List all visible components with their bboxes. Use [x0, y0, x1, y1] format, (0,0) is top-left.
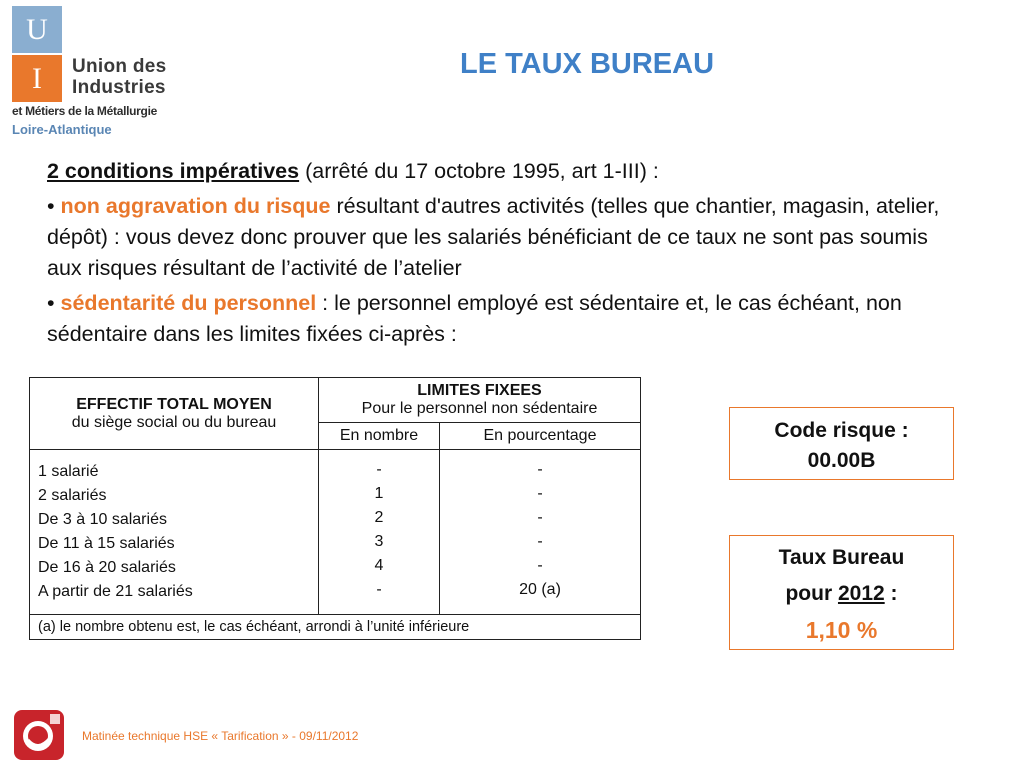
code-risque-label: Code risque :: [774, 419, 909, 442]
bullet-aggravation-text: résultant d'autres activités (telles que chantier, magasin, atelier, dépôt) : vous devez donc prouver que les salariés bénéficiant de ce taux ne sont pas soumis aux risques résultant de l’activité de l’atelier: [47, 194, 940, 280]
bullet-aggravation: [47, 191, 947, 284]
footer-text: Matinée technique HSE « Tarification » - 09/11/2012: [82, 729, 359, 743]
table-data-row: [30, 450, 641, 615]
logo-name: [72, 56, 167, 98]
bullet-sedentarite: [47, 288, 947, 350]
logo-letter-block: [12, 6, 62, 102]
list-item: -: [537, 509, 543, 526]
taux-rate: 1,10 %: [805, 617, 878, 643]
taux-colon: :: [884, 582, 898, 605]
bullet-sedentarite-text: : le personnel employé est sédentaire et, le cas échéant, non sédentaire dans les limites fixées ci-après :: [47, 291, 902, 346]
conditions-paragraph: [47, 156, 947, 187]
list-item: 3: [374, 533, 384, 550]
bullet-icon: •: [47, 291, 55, 315]
list-item: 20 (a): [519, 581, 561, 598]
effectif-header: [30, 378, 319, 450]
effectif-header-title: EFFECTIF TOTAL MOYEN: [76, 395, 272, 413]
list-item: -: [537, 557, 543, 574]
conditions-label: 2 conditions impératives: [47, 159, 300, 183]
logo-name-line1: Union des: [72, 56, 167, 77]
footer-logo-icon: [14, 710, 64, 760]
effectif-header-sub: du siège social ou du bureau: [71, 413, 277, 431]
code-risque-box: [729, 407, 954, 480]
taux-bureau-label: Taux Bureau: [778, 546, 905, 569]
bullet-aggravation-label: non aggravation du risque: [60, 194, 331, 218]
table-footnote: (a) le nombre obtenu est, le cas échéant, arrondi à l’unité inférieure: [30, 615, 641, 640]
code-risque-value: 00.00B: [807, 449, 876, 472]
logo-subtitle: et Métiers de la Métallurgie: [12, 104, 157, 118]
list-item: -: [376, 581, 382, 598]
limits-header: [319, 378, 641, 423]
list-item: -: [376, 461, 382, 478]
taux-year: 2012: [837, 582, 885, 605]
logo-region: Loire-Atlantique: [12, 122, 112, 137]
pourcentage-list: [440, 450, 641, 615]
list-item: A partir de 21 salariés: [38, 583, 193, 600]
conditions-reference: (arrêté du 17 octobre 1995, art 1-III) :: [299, 159, 659, 183]
list-item: 1: [374, 485, 384, 502]
logo-letter-u: U: [12, 6, 62, 53]
list-item: -: [537, 533, 543, 550]
bullet-icon: •: [47, 194, 55, 218]
list-item: -: [537, 461, 543, 478]
list-item: 2 salariés: [38, 487, 107, 504]
limits-header-sub: Pour le personnel non sédentaire: [361, 400, 598, 417]
logo-name-line2: Industries: [72, 77, 166, 98]
effectif-list: [30, 450, 319, 615]
pourcentage-header: En pourcentage: [440, 423, 641, 450]
bullet-sedentarite-label: sédentarité du personnel: [60, 291, 317, 315]
table-header-row: [30, 378, 641, 423]
slide-body: [47, 156, 947, 354]
nombre-list: [319, 450, 440, 615]
taux-bureau-box: [729, 535, 954, 650]
limits-header-title: LIMITES FIXEES: [417, 382, 542, 399]
taux-bureau-year-line: [730, 576, 953, 612]
slide-title: LE TAUX BUREAU: [460, 48, 715, 80]
limits-table: [29, 377, 641, 640]
list-item: 4: [374, 557, 384, 574]
list-item: -: [537, 485, 543, 502]
uimm-logo: [12, 6, 192, 138]
taux-pour: pour: [785, 582, 838, 605]
logo-letter-i: I: [12, 55, 62, 102]
list-item: De 16 à 20 salariés: [38, 559, 176, 576]
list-item: De 11 à 15 salariés: [38, 535, 175, 552]
list-item: 1 salarié: [38, 463, 99, 480]
list-item: 2: [374, 509, 384, 526]
table-footnote-row: [30, 615, 641, 640]
nombre-header: En nombre: [319, 423, 440, 450]
list-item: De 3 à 10 salariés: [38, 511, 167, 528]
